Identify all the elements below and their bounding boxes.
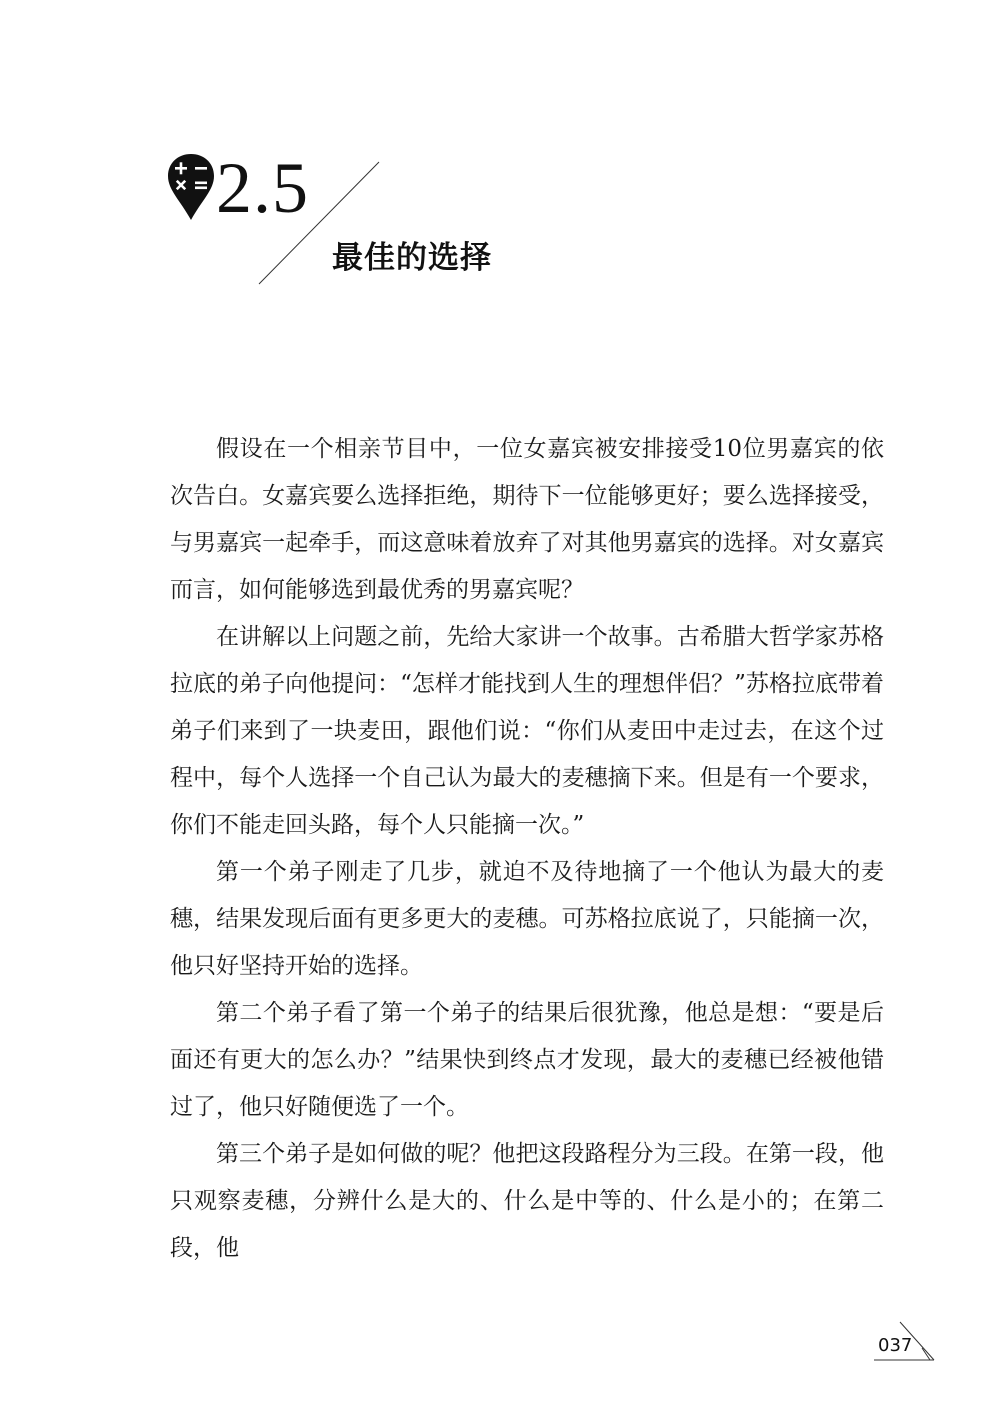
page-number: 037	[878, 1335, 913, 1356]
section-number: 2.5	[216, 148, 309, 228]
body-text	[170, 426, 884, 1272]
math-operators-pin-icon	[166, 152, 216, 222]
section-title: 最佳的选择	[332, 240, 492, 276]
header-diagonal-line	[0, 0, 1000, 320]
page-corner-decoration	[860, 1320, 970, 1370]
paragraph: 第二个弟子看了第一个弟子的结果后很犹豫，他总是想：“要是后面还有更大的怎么办？”结果快到终点才发现，最大的麦穗已经被他错过了，他只好随便选了一个。	[170, 1000, 884, 1120]
paragraph: 第三个弟子是如何做的呢？他把这段路程分为三段。在第一段，他只观察麦穗，分辨什么是大的、什么是中等的、什么是小的；在第二段，他	[170, 1141, 884, 1261]
paragraph: 假设在一个相亲节目中，一位女嘉宾被安排接受10位男嘉宾的依次告白。女嘉宾要么选择拒绝，期待下一位能够更好；要么选择接受，与男嘉宾一起牵手，而这意味着放弃了对其他男嘉宾的选择。对女嘉宾而言，如何能够选到最优秀的男嘉宾呢？	[170, 436, 884, 603]
paragraph: 在讲解以上问题之前，先给大家讲一个故事。古希腊大哲学家苏格拉底的弟子向他提问：“怎样才能找到人生的理想伴侣？”苏格拉底带着弟子们来到了一块麦田，跟他们说：“你们从麦田中走过去，在这个过程中，每个人选择一个自己认为最大的麦穗摘下来。但是有一个要求，你们不能走回头路，每个人只能摘一次。”	[170, 624, 884, 838]
section-header	[0, 0, 1000, 320]
paragraph: 第一个弟子刚走了几步，就迫不及待地摘了一个他认为最大的麦穗，结果发现后面有更多更大的麦穗。可苏格拉底说了，只能摘一次，他只好坚持开始的选择。	[170, 859, 884, 979]
page-footer	[860, 1320, 970, 1370]
